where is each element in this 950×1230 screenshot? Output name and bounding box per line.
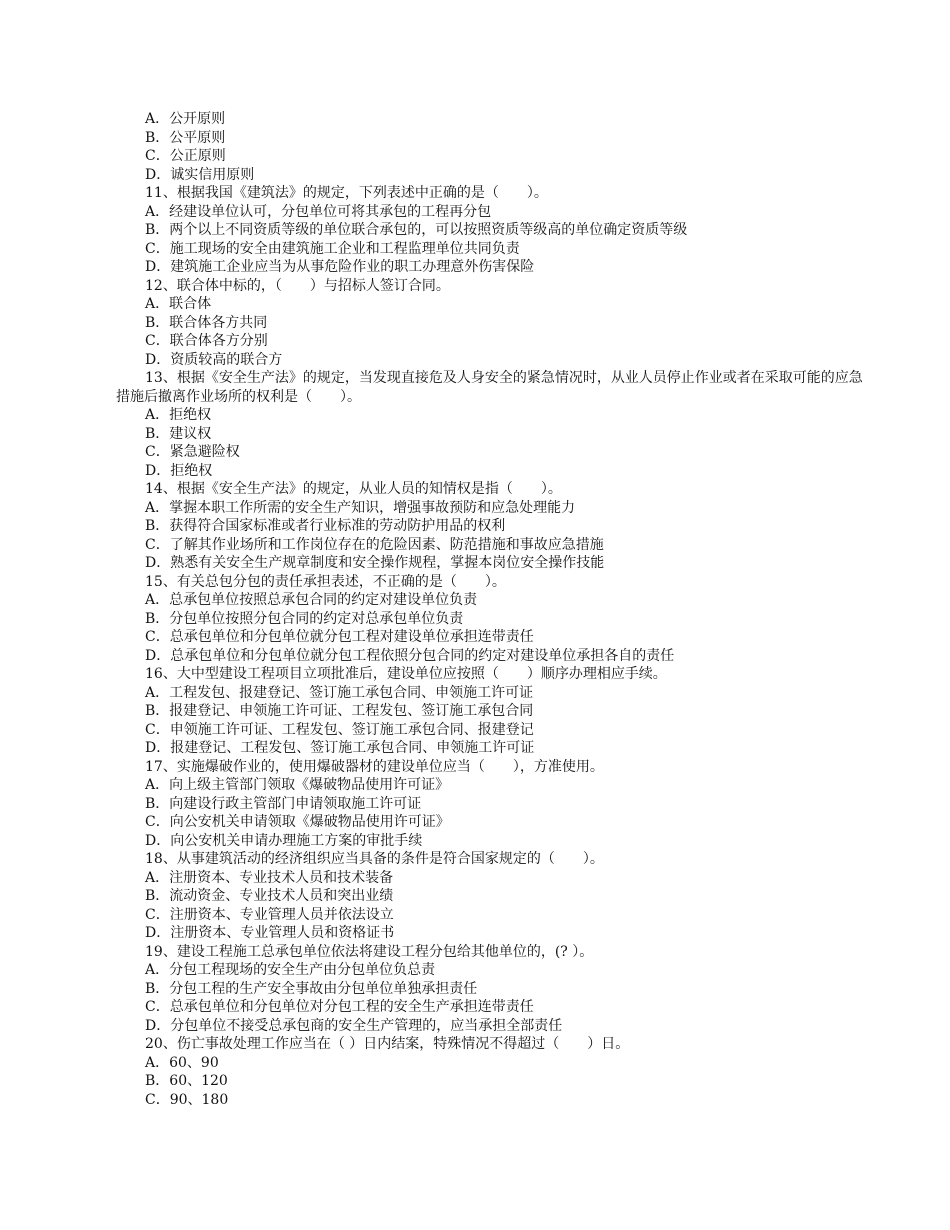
question-12: 12、联合体中标的，（ ）与招标人签订合同。 [145,277,450,294]
option-line: A．总承包单位按照总承包合同的约定对建设单位负责 [145,592,478,608]
option-line: D．报建登记、工程发包、签订施工承包合同、申领施工许可证 [145,740,535,756]
option-line: B．公平原则 [145,129,226,146]
option-line: C．总承包单位和分包单位就分包工程对建设单位承担连带责任 [145,629,534,645]
option-line: A．经建设单位认可，分包单位可将其承包的工程再分包 [145,203,492,220]
option-line: D．分包单位不接受总承包商的安全生产管理的，应当承担全部责任 [145,1017,563,1034]
question-15: 15、有关总包分包的责任承担表述，不正确的是（ ）。 [145,573,506,590]
option-line: D．建筑施工企业应当为从事危险作业的职工办理意外伤害保险 [145,259,535,275]
question-18: 18、从事建筑活动的经济组织应当具备的条件是符合国家规定的（ ）。 [145,851,604,867]
option-line: B．两个以上不同资质等级的单位联合承包的，可以按照资质等级高的单位确定资质等级 [145,222,688,238]
option-line: B．分包工程的生产安全事故由分包单位单独承担责任 [145,980,478,997]
question-19: 19、建设工程施工总承包单位依法将建设工程分包给其他单位的，(? ）。 [145,943,594,960]
option-line: C．施工现场的安全由建筑施工企业和工程监理单位共同负责 [145,240,520,257]
option-line: A．掌握本职工作所需的安全生产知识，增强事故预防和应急处理能力 [145,499,576,516]
option-line: A．注册资本、专业技术人员和技术装备 [145,869,394,886]
option-line: C．紧急避险权 [145,444,240,460]
document-body [116,110,876,1109]
option-line: B．60、120 [145,1073,228,1089]
question-20: 20、伤亡事故处理工作应当在（ ）日内结案，特殊情况不得超过（ ）日。 [145,1036,630,1052]
option-line: D．诚实信用原则 [145,166,255,183]
option-line: D．向公安机关申请办理施工方案的审批手续 [145,832,423,849]
option-line: A．拒绝权 [145,407,212,423]
option-line: B．流动资金、专业技术人员和突出业绩 [145,888,394,904]
option-line: B．建议权 [145,425,212,442]
option-line: D．拒绝权 [145,462,213,479]
option-line: B．报建登记、申领施工许可证、工程发包、签订施工承包合同 [145,703,534,719]
option-line: C．公正原则 [145,148,226,164]
question-17: 17、实施爆破作业的，使用爆破器材的建设单位应当（ ），方准使用。 [145,758,604,775]
option-line: A．公开原则 [145,111,226,127]
option-line: C．了解其作业场所和工作岗位存在的危险因素、防范措施和事故应急措施 [145,536,604,553]
option-line: C．申领施工许可证、工程发包、签订施工承包合同、报建登记 [145,721,534,738]
option-line: D．注册资本、专业管理人员和资格证书 [145,925,395,941]
option-line: A．向上级主管部门领取《爆破物品使用许可证》 [145,777,450,793]
option-line: A．60、90 [145,1054,219,1071]
question-11: 11、根据我国《建筑法》的规定，下列表述中正确的是（ ）。 [145,185,548,201]
option-line: B．获得符合国家标准或者行业标准的劳动防护用品的权利 [145,518,506,534]
option-line: D．资质较高的联合方 [145,351,283,368]
option-line: B．分包单位按照分包合同的约定对总承包单位负责 [145,610,464,627]
option-line: A．工程发包、报建登记、签订施工承包合同、申领施工许可证 [145,684,534,701]
question-16: 16、大中型建设工程项目立项批准后，建设单位应按照（ ）顺序办理相应手续。 [145,666,667,682]
option-line: C．90、180 [145,1091,229,1108]
option-line: D．总承包单位和分包单位就分包工程依照分包合同的约定对建设单位承担各自的责任 [145,647,675,664]
option-line: A．分包工程现场的安全生产由分包单位负总责 [145,962,436,978]
option-line: B．向建设行政主管部门申请领取施工许可证 [145,795,422,812]
option-line: A．联合体 [145,296,212,312]
option-line: C．总承包单位和分包单位对分包工程的安全生产承担连带责任 [145,999,534,1015]
option-line: C．向公安机关申请领取《爆破物品使用许可证》 [145,814,450,830]
question-14: 14、根据《安全生产法》的规定，从业人员的知情权是指（ ）。 [145,481,562,497]
option-line: D．熟悉有关安全生产规章制度和安全操作规程，掌握本岗位安全操作技能 [145,555,605,571]
question-13: 13、根据《安全生产法》的规定，当发现直接危及人身安全的紧急情况时，从业人员停止作业或者在采取可能的应急措施后撤离作业场所的权利是（ ）。 [116,370,863,405]
option-line: B．联合体各方共同 [145,314,268,331]
option-line: C．联合体各方分别 [145,333,268,349]
option-line: C．注册资本、专业管理人员并依法设立 [145,906,394,923]
